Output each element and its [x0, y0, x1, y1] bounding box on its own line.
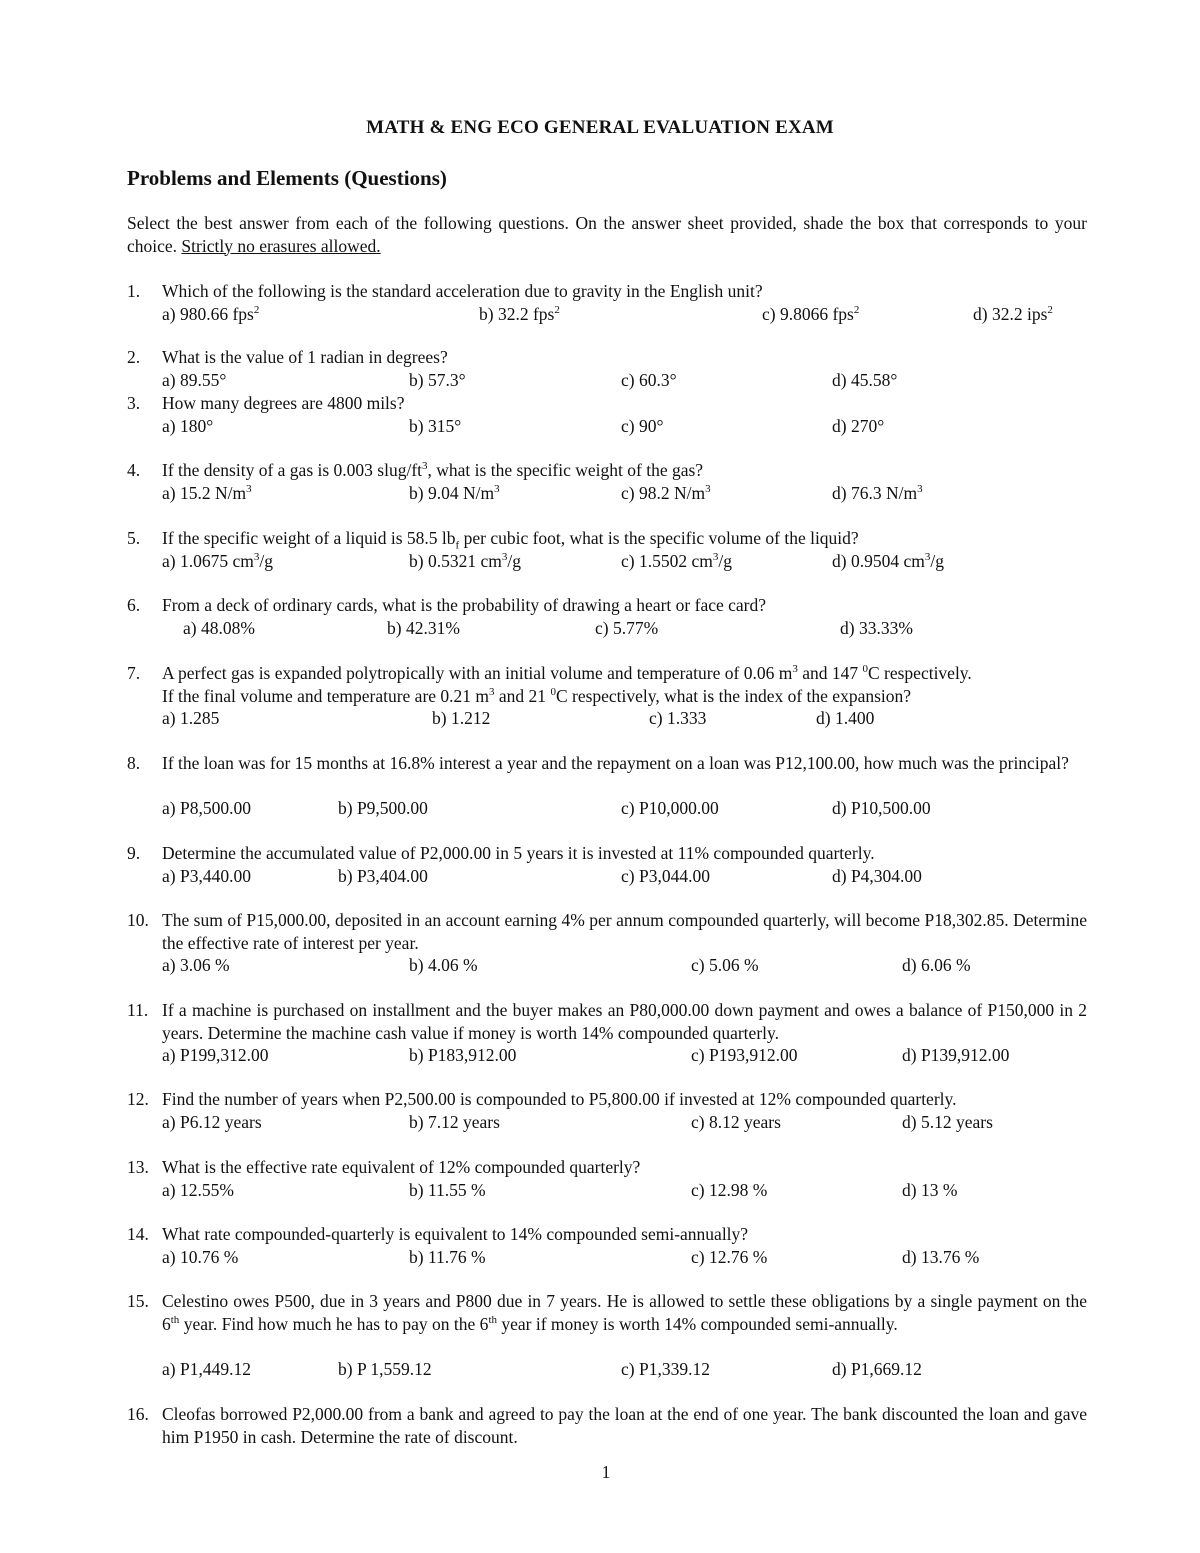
question-number: 16.: [127, 1404, 149, 1424]
question-line-2: If the final volume and temperature are 0.21 $m^3$ and 21 $^0$C respectively, what is the index of the expansion?: [162, 685, 912, 706]
option-d: d) 5.12 years: [902, 1112, 993, 1132]
option-a: a) 10.76 %: [162, 1247, 239, 1267]
option-b: b) 11.55 %: [409, 1180, 486, 1200]
option-b: b) 9.04 $N/m^3$: [409, 483, 500, 503]
option-a: a) P8,500.00: [162, 798, 251, 818]
option-a: a) 12.55%: [162, 1180, 234, 1200]
question-text: How many degrees are 4800 mils?: [162, 393, 405, 413]
option-b: b) P183,912.00: [409, 1045, 517, 1065]
question-text: Determine the accumulated value of P2,000.00 in 5 years it is invested at 11% compounded quarterly.: [162, 843, 875, 863]
option-c: c) P10,000.00: [621, 798, 719, 818]
option-d: d) 1.400: [816, 708, 875, 728]
exam-title: MATH & ENG ECO GENERAL EVALUATION EXAM: [366, 117, 834, 138]
option-d: d) 0.9504 $cm^3/g$: [832, 551, 944, 571]
question-line-1: A perfect gas is expanded polytropically with an initial volume and temperature of 0.06 $m^3$ and 147 $^0$C respectively.: [162, 663, 972, 683]
question-number: 14.: [127, 1224, 149, 1244]
option-c: c) 98.2 $N/m^3$: [621, 483, 711, 503]
option-c: c) P3,044.00: [621, 866, 710, 886]
question-number: 6.: [127, 595, 141, 615]
question-text: Cleofas borrowed P2,000.00 from a bank and agreed to pay the loan at the end of one year. The bank discounted the loan and gave him P1950 in cash. Determine the rate of discount.: [162, 1404, 1087, 1447]
option-b: b) 42.31%: [387, 618, 460, 638]
option-d: d) 33.33%: [840, 618, 913, 638]
option-b: b) 0.5321 $cm^3/g$: [409, 551, 521, 571]
question-text: Celestino owes P500, due in 3 years and P800 due in 7 years. He is allowed to settle these obligations by a single payment on the 6th year. Find how much he has to pay on the 6th year if money is worth 14% compounded semi-annually.: [162, 1291, 1087, 1334]
question-text: If the specific weight of a liquid is 58.5 $lb_f$ per cubic foot, what is the specific volume of the liquid?: [162, 528, 859, 552]
question-number: 9.: [127, 843, 141, 863]
option-a: a) P199,312.00: [162, 1045, 269, 1065]
question-text: From a deck of ordinary cards, what is the probability of drawing a heart or face card?: [162, 595, 766, 615]
option-a: a) 3.06 %: [162, 955, 230, 975]
question-text: [162, 662, 1087, 707]
option-a: a) P1,449.12: [162, 1359, 251, 1379]
option-c: c) 60.3°: [621, 370, 677, 390]
question-text: What is the effective rate equivalent of 12% compounded quarterly?: [162, 1157, 641, 1177]
option-b: b) P 1,559.12: [338, 1359, 432, 1379]
option-c: c) P193,912.00: [691, 1045, 798, 1065]
option-b: b) 11.76 %: [409, 1247, 486, 1267]
page-number: 1: [601, 1462, 611, 1482]
option-d: d) P10,500.00: [832, 798, 931, 818]
option-c: c) 90°: [621, 416, 664, 436]
question-text: If the density of a gas is 0.003 slug/$ft^3$, what is the specific weight of the gas?: [162, 460, 704, 480]
option-b: b) 7.12 years: [409, 1112, 500, 1132]
option-c: c) 8.12 years: [691, 1112, 781, 1132]
option-a: a) 980.66 fps$^2$: [162, 304, 260, 324]
option-b: b) P3,404.00: [338, 866, 428, 886]
option-b: b) 32.2 fps$^2$: [479, 304, 560, 324]
option-a: a) 1.0675 $cm^3/g$: [162, 551, 273, 571]
option-a: a) 1.285: [162, 708, 220, 728]
question-number: 11.: [127, 1000, 149, 1020]
question-text: What rate compounded-quarterly is equivalent to 14% compounded semi-annually?: [162, 1224, 749, 1244]
option-d: d) P4,304.00: [832, 866, 922, 886]
question-number: 1.: [127, 281, 141, 301]
option-b: b) 315°: [409, 416, 462, 436]
question-number: 5.: [127, 528, 141, 548]
option-d: d) 270°: [832, 416, 885, 436]
option-d: d) 13 %: [902, 1180, 958, 1200]
option-b: b) 57.3°: [409, 370, 466, 390]
question-number: 4.: [127, 460, 141, 480]
option-a: a) P6.12 years: [162, 1112, 262, 1132]
question-number: 3.: [127, 393, 141, 413]
option-b: b) 1.212: [432, 708, 491, 728]
option-c: c) 1.5502 $cm^3/g$: [621, 551, 732, 571]
option-b: b) 4.06 %: [409, 955, 478, 975]
question-text: Which of the following is the standard acceleration due to gravity in the English unit?: [162, 281, 763, 301]
option-d: d) 45.58°: [832, 370, 898, 390]
option-c: c) 5.77%: [595, 618, 659, 638]
option-a: a) P3,440.00: [162, 866, 251, 886]
question-text: If the loan was for 15 months at 16.8% interest a year and the repayment on a loan was P12,100.00, how much was the principal?: [162, 753, 1069, 773]
option-a: a) 180°: [162, 416, 214, 436]
question-text: The sum of P15,000.00, deposited in an account earning 4% per annum compounded quarterly, will become P18,302.85. Determine the effective rate of interest per year.: [162, 910, 1087, 953]
option-c: c) 12.98 %: [691, 1180, 768, 1200]
option-a: a) 48.08%: [183, 618, 255, 638]
option-c: c) 12.76 %: [691, 1247, 768, 1267]
question-number: 13.: [127, 1157, 149, 1177]
instructions-note: Strictly no erasures allowed.: [181, 235, 381, 256]
question-text: Find the number of years when P2,500.00 is compounded to P5,800.00 if invested at 12% compounded quarterly.: [162, 1089, 957, 1109]
option-a: a) 89.55°: [162, 370, 227, 390]
option-d: d) P1,669.12: [832, 1359, 922, 1379]
option-d: d) 76.3 $N/m^3$: [832, 483, 923, 503]
question-number: 10.: [127, 910, 149, 930]
instructions: [127, 212, 1087, 257]
question-number: 7.: [127, 663, 141, 683]
option-c: c) 1.333: [649, 708, 707, 728]
option-b: b) P9,500.00: [338, 798, 428, 818]
question-text: If a machine is purchased on installment and the buyer makes an P80,000.00 down payment and owes a balance of P150,000 in 2 years. Determine the machine cash value if money is worth 14% compounded quarterly.: [162, 1000, 1087, 1043]
option-c: c) 9.8066 fps$^2$: [762, 304, 860, 324]
option-c: c) P1,339.12: [621, 1359, 710, 1379]
option-d: d) 6.06 %: [902, 955, 971, 975]
option-d: d) 13.76 %: [902, 1247, 980, 1267]
question-number: 8.: [127, 753, 141, 773]
option-d: d) P139,912.00: [902, 1045, 1010, 1065]
option-a: a) 15.2 $N/m^3$: [162, 483, 252, 503]
question-number: 15.: [127, 1291, 149, 1311]
instructions-text: Select the best answer from each of the following questions. On the answer sheet provided, shade the box that corresponds to your choice.: [127, 213, 1087, 256]
section-heading: Problems and Elements (Questions): [127, 166, 447, 190]
question-number: 12.: [127, 1089, 149, 1109]
option-c: c) 5.06 %: [691, 955, 759, 975]
question-number: 2.: [127, 347, 141, 367]
question-text: What is the value of 1 radian in degrees?: [162, 347, 448, 367]
option-d: d) 32.2 ips$^2$: [973, 304, 1053, 324]
